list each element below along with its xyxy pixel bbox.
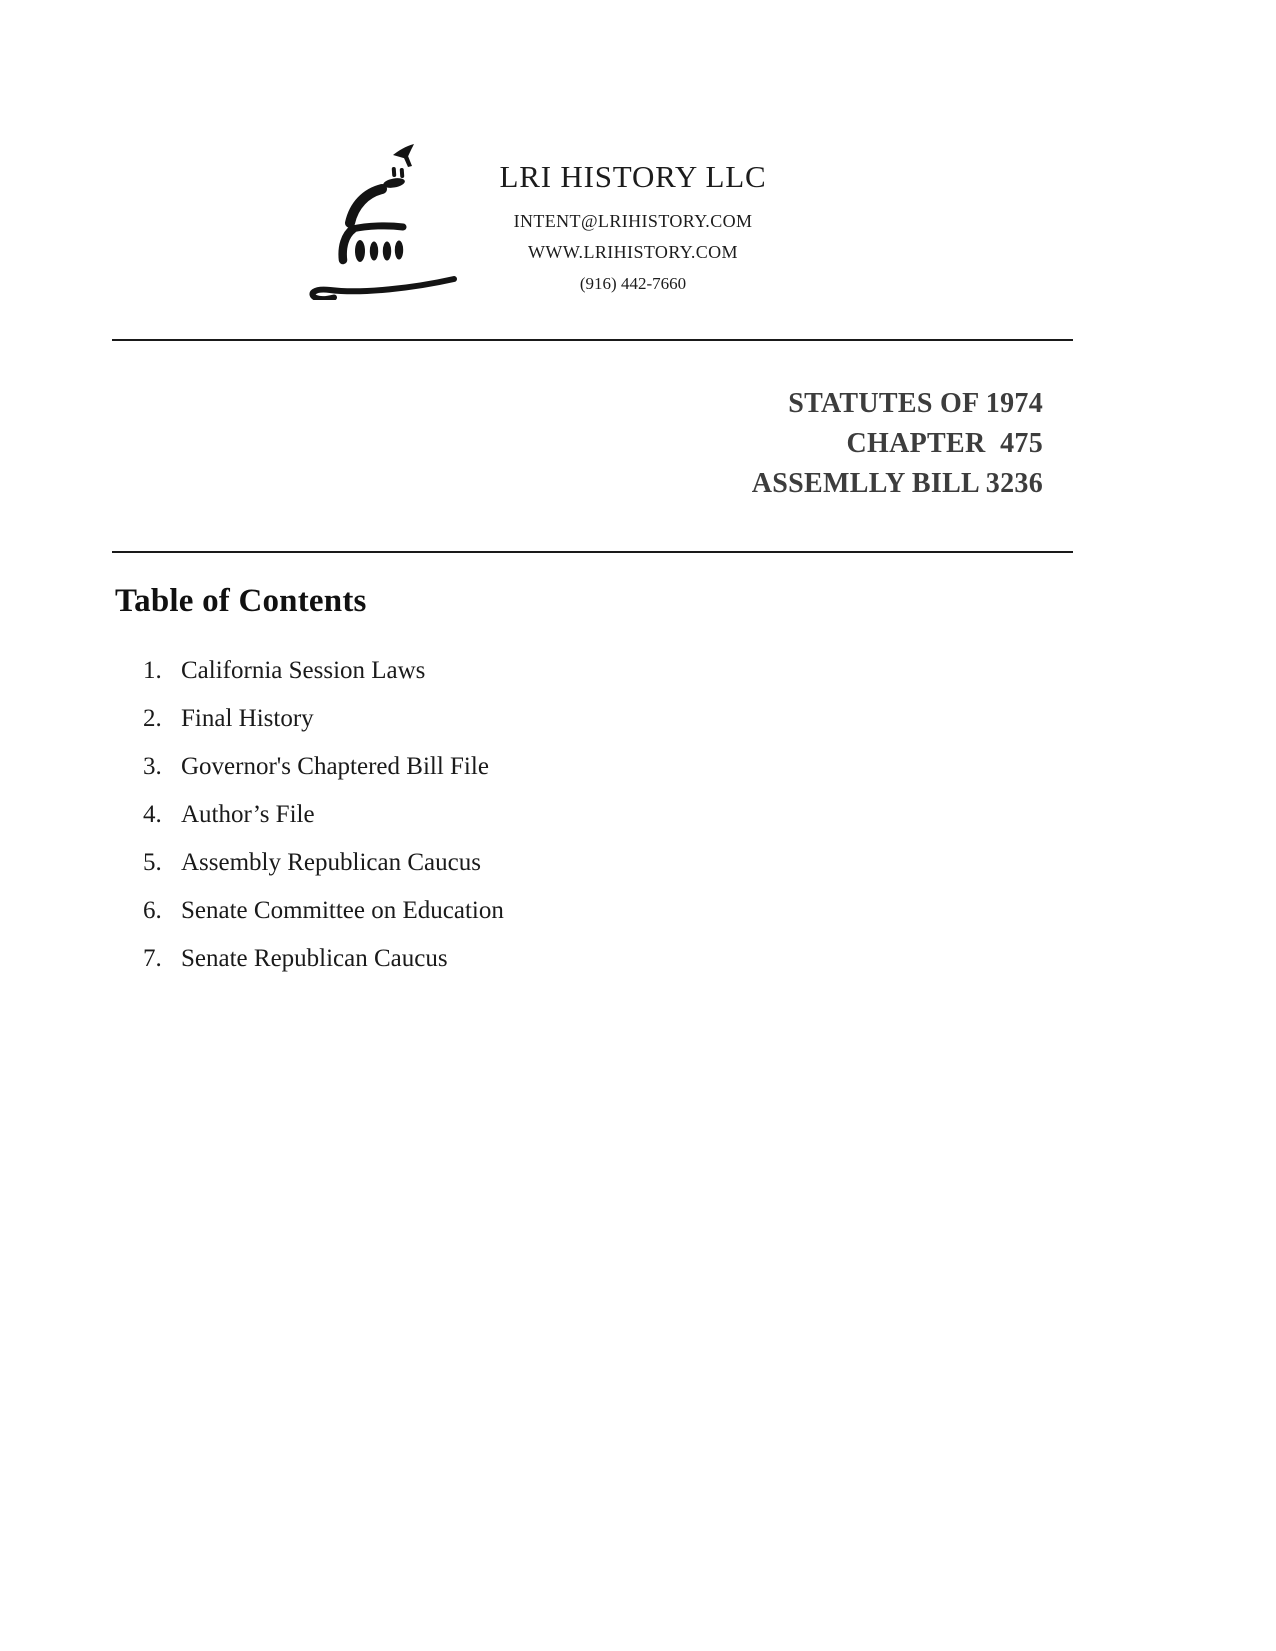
toc-item-label: California Session Laws <box>181 657 426 684</box>
title-line-chapter: CHAPTER 475 <box>846 428 1043 459</box>
toc-item-label: Senate Committee on Education <box>181 897 504 924</box>
toc-list <box>143 656 504 992</box>
divider-top <box>112 339 1073 341</box>
email-address: INTENT@LRIHISTORY.COM <box>513 211 753 231</box>
toc-item-label: Final History <box>181 705 314 732</box>
title-line-statutes: STATUTES OF 1974 <box>788 388 1043 419</box>
toc-item <box>143 704 504 734</box>
toc-item-number: 6. <box>143 897 162 924</box>
toc-item-label: Governor's Chaptered Bill File <box>181 753 489 780</box>
company-name: LRI HISTORY LLC <box>499 159 767 194</box>
toc-item <box>143 896 504 926</box>
toc-item-number: 5. <box>143 849 162 876</box>
phone-number: (916) 442-7660 <box>579 274 687 293</box>
toc-item-label: Senate Republican Caucus <box>181 945 448 972</box>
letterhead-contact-block <box>430 160 836 294</box>
toc-item-number: 7. <box>143 945 162 972</box>
toc-item-number: 2. <box>143 705 162 732</box>
toc-item-number: 3. <box>143 753 162 780</box>
toc-item <box>143 848 504 878</box>
divider-middle <box>112 551 1073 553</box>
toc-item <box>143 752 504 782</box>
toc-item-number: 4. <box>143 801 162 828</box>
toc-item <box>143 944 504 974</box>
website-url: WWW.LRIHISTORY.COM <box>528 242 738 262</box>
title-line-bill: ASSEMLLY BILL 3236 <box>751 468 1043 499</box>
toc-item <box>143 800 504 830</box>
toc-item <box>143 656 504 686</box>
toc-item-label: Assembly Republican Caucus <box>181 849 481 876</box>
toc-item-label: Author’s File <box>181 801 315 828</box>
document-title-block <box>752 384 1043 504</box>
toc-item-number: 1. <box>143 657 162 684</box>
toc-heading: Table of Contents <box>115 583 367 619</box>
